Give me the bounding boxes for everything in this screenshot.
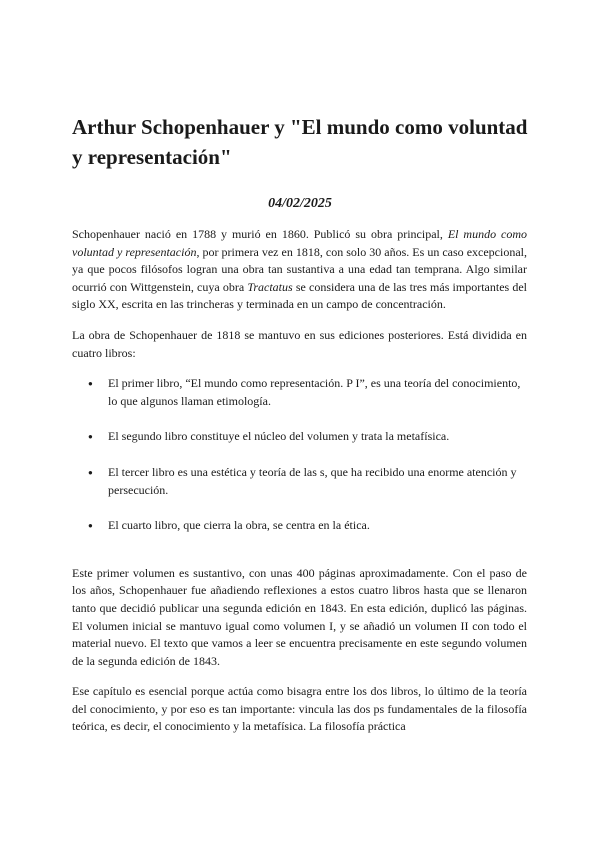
paragraph-chapter: Ese capítulo es esencial porque actúa como bisagra entre los dos libros, lo último de la teoría del conocimiento, y por eso es tan importante: vincula las dos ps fundamentales de la filosofía teórica, es decir, el conocimiento y la metafísica. La filosofía práctica bbox=[72, 684, 527, 734]
document-title: Arthur Schopenhauer y "El mundo como voluntad y representación" bbox=[72, 115, 528, 169]
paragraph-intro-text-2: , por primera vez en 1818, con solo 30 años. Es un caso excepcional, ya que pocos filósofos logran una obra tan sustantiva a una edad tan temprana. Algo similar ocurrió con Wittgenstein, cuya obra bbox=[72, 244, 528, 294]
books-list bbox=[72, 375, 527, 535]
list-item-book-4: ● El cuarto libro, que cierra la obra, se centra en la ética. bbox=[108, 517, 527, 535]
work-title: El mundo como voluntad y representación bbox=[72, 227, 528, 259]
list-item-book-2: ● El segundo libro constituye el núcleo del volumen y trata la metafísica. bbox=[108, 428, 527, 446]
paragraph-editions: Este primer volumen es sustantivo, con unas 400 páginas aproximadamente. Con el paso de los años, Schopenhauer fue añadiendo reflexiones a estos cuatro libros hasta que se llenaron tanto que decidió publicar una segunda edición en 1843. En esta edición, duplicó las páginas. El volumen inicial se mantuvo igual como volumen I, y se añadió un volumen II con todo el material nuevo. El texto que vamos a leer se encuentra precisamente en este segundo volumen de la segunda edición de 1843. bbox=[72, 565, 527, 668]
document-body bbox=[72, 226, 527, 749]
list-item-book-1: ● El primer libro, “El mundo como representación. P I”, es una teoría del conocimiento, lo que algunos llaman etimología. bbox=[108, 375, 527, 410]
paragraph-intro bbox=[72, 226, 527, 314]
tractatus-title: Tractatus bbox=[247, 279, 293, 294]
paragraph-intro-text-1: Schopenhauer nació en 1788 y murió en 1860. Publicó su obra principal, bbox=[72, 227, 448, 241]
list-item-book-3: ● El tercer libro es una estética y teoría de las s, que ha recibido una enorme atención y persecución. bbox=[108, 464, 527, 499]
paragraph-structure: La obra de Schopenhauer de 1818 se mantuvo en sus ediciones posteriores. Está dividida en cuatro libros: bbox=[72, 327, 527, 360]
paragraph-intro-text-3: se considera una de las tres más importantes del siglo XX, escrita en las trincheras y terminada en un campo de concentración. bbox=[72, 279, 527, 312]
document-date: 04/02/2025 bbox=[268, 196, 332, 211]
